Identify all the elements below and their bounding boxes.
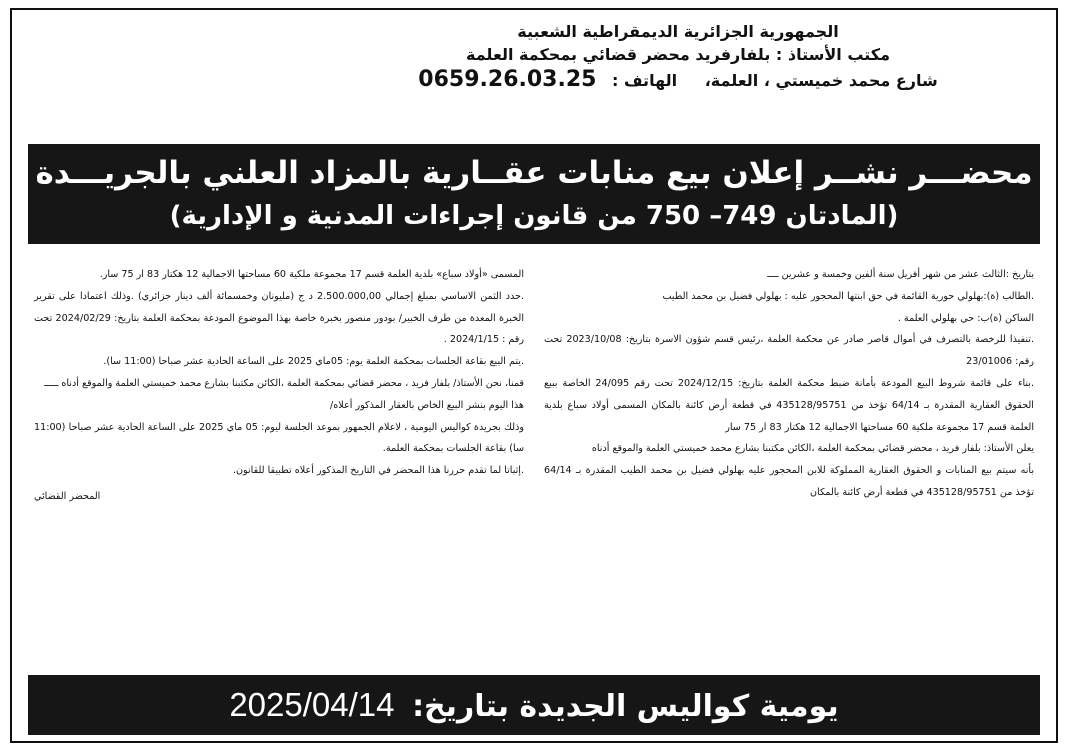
notice-header (328, 20, 1028, 95)
body-paragraph: بأنه سيتم بيع المنابات و الحقوق العقارية المملوكة للابن المحجور عليه بهلولي فضيل بن محمد الطيب المقدرة بـ 64/14 تؤخذ من 435128/95751 في قطعة أرض كائنة بالمكان (544, 465, 1034, 498)
header-address-line (328, 66, 1028, 95)
title-band (28, 144, 1040, 244)
header-phone-label: الهاتف : (612, 71, 678, 90)
body-paragraph: .إثباتا لما تقدم حررنا هذا المحضر في التاريخ المذكور أعلاه تطبيقا للقانون. (232, 465, 524, 477)
body-column-left (34, 264, 524, 508)
header-office-line: مكتب الأستاذ : بلفارفريد محضر قضائي بمحكمة العلمة (466, 45, 890, 64)
header-republic-line: الجمهورية الجزائرية الديمقراطية الشعبية (517, 22, 839, 41)
header-address: شارع محمد خميستي ، العلمة، (704, 71, 938, 90)
body-paragraph: وذلك بجريدة كواليس اليومية ، لاعلام الجمهور بموعد الجلسة ليوم: 05 ماي 2025 على الساعة الحادية عشر صباحا (11:00 سا) بقاعة الجلسات بمحكمة العلمة. (34, 421, 525, 455)
body-paragraph: بتاريخ :الثالث عشر من شهر أفريل سنة ألفين وخمسة و عشرين ــــ (767, 269, 1034, 280)
body-paragraph: هذا اليوم بنشر البيع الخاص بالعقار المذكور أعلاه/ (330, 399, 524, 411)
header-phone-number: 0659.26.03.25 (418, 67, 597, 92)
notice-title: محضـــر نشــر إعلان بيع منابات عقــارية بالمزاد العلني بالجريـــدة (35, 155, 1033, 191)
notice-body (34, 264, 1034, 668)
body-paragraph: .تنفيذا للرخصة بالتصرف في أموال قاصر صادر عن محكمة العلمة ،رئيس قسم شؤون الاسرة بتاريخ: 2023/10/08 تحت رقم: 23/01006 (544, 334, 1034, 368)
body-paragraph: المسمى «أولاد سباع» بلدية العلمة قسم 17 مجموعة ملكية 60 مساحتها الاجمالية 12 هكتار 83 ار 75 سار. (99, 269, 524, 280)
footer-newspaper-label: يومية كواليس الجديدة بتاريخ: (412, 689, 839, 724)
notice-subtitle: (المادتان 749– 750 من قانون إجراءات المدنية و الإدارية) (169, 201, 899, 231)
body-paragraph: .حدد الثمن الاساسي بمبلغ إجمالي 2.500.000,00 د ج (مليونان وخمسمائة ألف دينار جزائري) .وذلك اعتمادا على تقرير الخبرة المعدة من طرف الخبير/ بودور منصور بخبرة خاصة بهذا الموضوع المودعة بمحكمة العلمة بتاريخ: 2024/02/29 تحت رقم : 2024/1/15 . (34, 290, 524, 346)
body-paragraph: قمنا، نحن الأستاذ/ بلفار فريد ، محضر قضائي بمحكمة العلمة ،الكائن مكتبنا بشارع محمد خميستي العلمة والموقع أدناه ـــــ (44, 377, 524, 389)
footer-band (28, 675, 1040, 735)
body-column-right (544, 264, 1034, 504)
body-paragraph: الساكن (ة)ب: حي بهلولي العلمة . (897, 312, 1034, 324)
body-paragraph: .بناء على قائمة شروط البيع المودعة بأمانة ضبط محكمة العلمة بتاريخ: 2024/12/15 تحت رقم 24/095 الخاصة ببيع الحقوق العقارية المقدرة بـ 64/14 تؤخذ من 435128/95751 في قطعة أرض كائنة بالمكان المسمى أولاد سباع بلدية العلمة قسم 17 مجموعة ملكية 60 مساحتها الاجمالية 12 هكتار 83 ار 75 سار (544, 377, 1034, 433)
footer-date: 2025/04/14 (229, 686, 395, 723)
signature-label: المحضر القضائي (34, 490, 101, 502)
body-paragraph: يعلن الأستاذ: بلفار فريد ، محضر قضائي بمحكمة العلمة ،الكائن مكتبنا بشارع محمد خميستي العلمة والموقع أدناه (591, 443, 1034, 455)
body-paragraph: .يتم البيع بقاعة الجلسات بمحكمة العلمة يوم: 05ماي 2025 على الساعة الحادية عشر صباحا (11:00 سا). (103, 356, 524, 368)
body-paragraph: .الطالب (ة):بهلولي حورية القائمة في حق ابنتها المحجور عليه : بهلولي فضيل بن محمد الطيب (662, 290, 1034, 302)
